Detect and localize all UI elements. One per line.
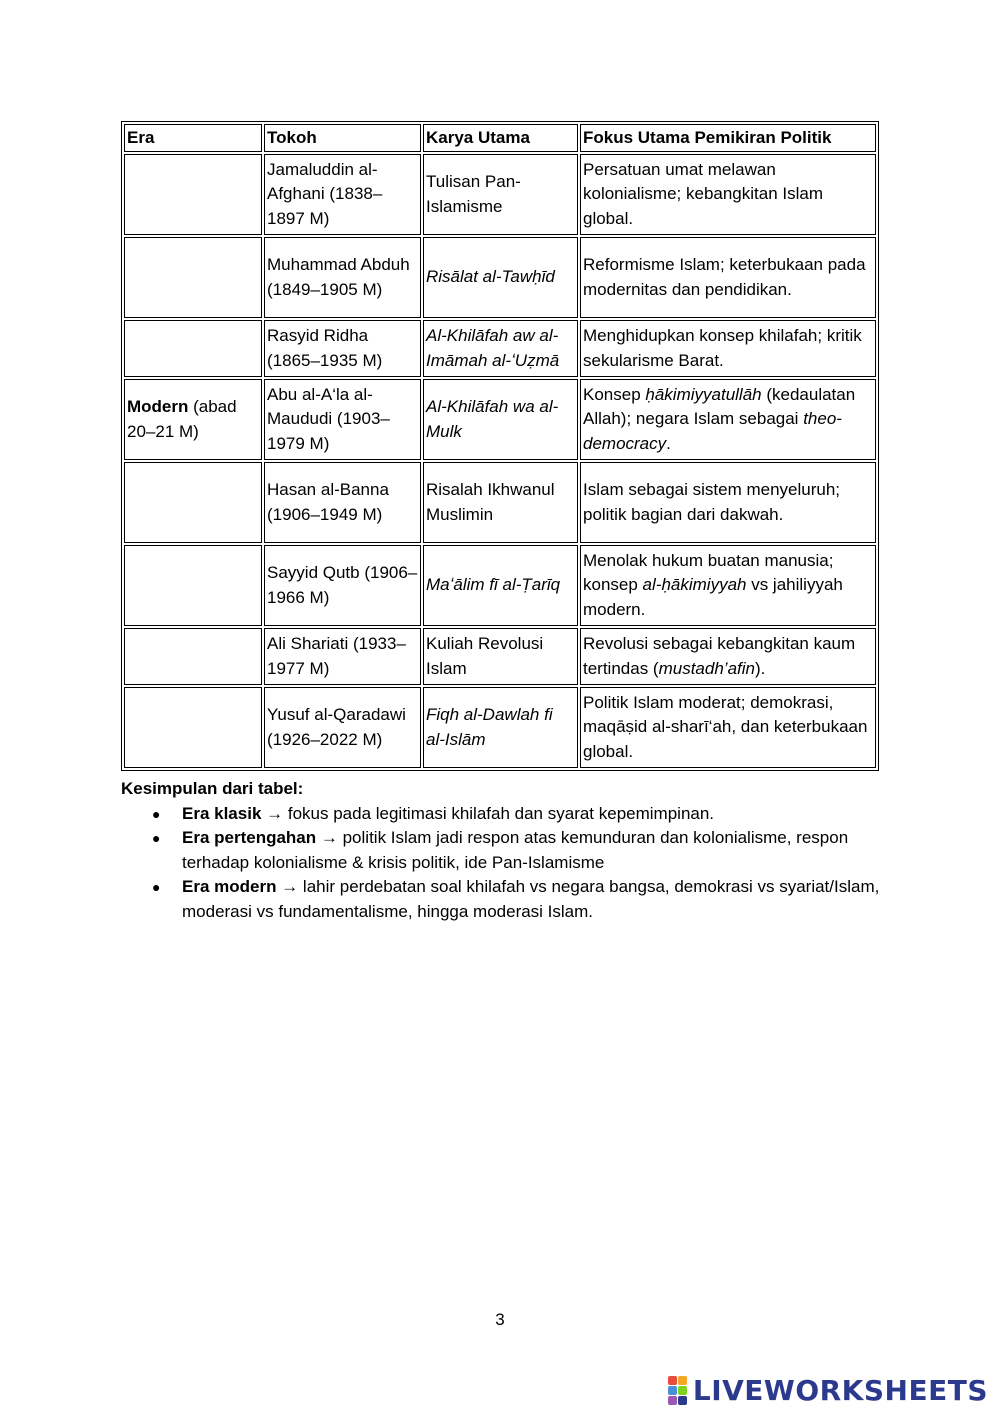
table-row — [124, 545, 876, 626]
fokus-cell — [580, 687, 876, 768]
tokoh-cell: Muhammad Abduh (1849–1905 M) — [264, 237, 421, 318]
tokoh-cell: Jamaluddin al-Afghani (1838–1897 M) — [264, 154, 421, 235]
karya-cell: Fiqh al-Dawlah fi al-Islām — [423, 687, 578, 768]
fokus-cell — [580, 154, 876, 235]
fokus-italic-term: al-ḥākimiyyah — [642, 575, 747, 595]
era-cell — [124, 462, 262, 543]
tokoh-cell: Yusuf al-Qaradawi (1926–2022 M) — [264, 687, 421, 768]
table-row — [124, 379, 876, 460]
list-item-text: → fokus pada legitimasi khilafah dan syarat kepemimpinan. — [261, 803, 715, 823]
tokoh-cell: Sayyid Qutb (1906–1966 M) — [264, 545, 421, 626]
era-cell — [124, 154, 262, 235]
era-cell — [124, 687, 262, 768]
fokus-cell — [580, 237, 876, 318]
fokus-text: Reformisme Islam; keterbukaan pada modernitas dan pendidikan. — [583, 255, 866, 299]
era-label-bold: Modern — [127, 397, 189, 416]
logo-square — [668, 1376, 677, 1385]
fokus-cell — [580, 628, 876, 685]
fokus-text: Revolusi sebagai kebangkitan kaum tertindas ( — [583, 634, 856, 678]
fokus-text: . — [666, 433, 671, 453]
karya-cell: Al-Khilāfah wa al-Mulk — [423, 379, 578, 460]
logo-square — [668, 1386, 677, 1395]
fokus-cell — [580, 462, 876, 543]
header-era: Era — [124, 124, 262, 152]
table-row — [124, 320, 876, 377]
logo-square — [678, 1386, 687, 1395]
list-item-bold: Era klasik — [182, 803, 262, 823]
bullet-icon: ● — [152, 879, 161, 895]
karya-cell: Maʻālim fī al-Ṭarīq — [423, 545, 578, 626]
table-row — [124, 154, 876, 235]
tokoh-cell: Abu al-A‘la al-Maududi (1903–1979 M) — [264, 379, 421, 460]
logo-square — [668, 1396, 677, 1405]
logo-square — [678, 1396, 687, 1405]
conclusion-section — [121, 777, 881, 924]
fokus-cell — [580, 545, 876, 626]
karya-cell: Risalah Ikhwanul Muslimin — [423, 462, 578, 543]
list-item-text: → lahir perdebatan soal khilafah vs negara bangsa, demokrasi vs syariat/Islam, moderasi vs fundamentalisme, hingga moderasi Islam. — [182, 877, 880, 921]
header-karya: Karya Utama — [423, 124, 578, 152]
fokus-italic-term: mustadh’afin — [658, 658, 755, 678]
list-item — [152, 826, 881, 875]
fokus-text: Politik Islam moderat; demokrasi, maqāṣid al-sharī‘ah, dan keterbukaan global. — [583, 692, 868, 761]
fokus-text: Persatuan umat melawan kolonialisme; kebangkitan Islam global. — [583, 159, 824, 228]
fokus-cell — [580, 320, 876, 377]
era-cell — [124, 545, 262, 626]
bullet-icon: ● — [152, 830, 161, 846]
fokus-text: (kedaulatan Allah); negara Islam sebagai — [583, 384, 856, 429]
tokoh-cell: Rasyid Ridha (1865–1935 M) — [264, 320, 421, 377]
list-item — [152, 875, 881, 924]
table-header-row — [124, 124, 876, 152]
bullet-icon: ● — [152, 805, 161, 822]
fokus-cell — [580, 379, 876, 460]
tokoh-cell: Ali Shariati (1933–1977 M) — [264, 628, 421, 685]
conclusion-list — [121, 802, 881, 925]
conclusion-heading: Kesimpulan dari tabel: — [121, 779, 304, 798]
fokus-text: Menghidupkan konsep khilafah; kritik sekularisme Barat. — [583, 326, 862, 370]
list-item-text: → politik Islam jadi respon atas kemunduran dan kolonialisme, respon terhadap kolonialisme & krisis politik, ide Pan-Islamisme — [182, 828, 849, 872]
table-row — [124, 462, 876, 543]
era-cell — [124, 320, 262, 377]
tokoh-cell: Hasan al-Banna (1906–1949 M) — [264, 462, 421, 543]
liveworksheets-logo[interactable] — [668, 1372, 988, 1408]
logo-mark-icon — [668, 1376, 687, 1405]
page-number: 3 — [495, 1310, 505, 1329]
fokus-italic-term: ḥākimiyyatullāh — [645, 384, 762, 404]
logo-square — [678, 1376, 687, 1385]
fokus-text: ). — [754, 658, 766, 678]
list-item — [152, 802, 881, 827]
table-row — [124, 628, 876, 685]
fokus-text: Islam sebagai sistem menyeluruh; politik bagian dari dakwah. — [583, 480, 841, 524]
karya-cell: Tulisan Pan-Islamisme — [423, 154, 578, 235]
header-tokoh: Tokoh — [264, 124, 421, 152]
era-cell — [124, 628, 262, 685]
fokus-text: vs jahiliyyah modern. — [583, 575, 843, 619]
table-row — [124, 237, 876, 318]
karya-cell: Risālat al-Tawḥīd — [423, 237, 578, 318]
karya-cell: Al-Khilāfah aw al-Imāmah al-ʻUẓmā — [423, 320, 578, 377]
fokus-italic-term: theo-democracy — [583, 409, 842, 453]
table-row — [124, 687, 876, 768]
fokus-text: Konsep — [583, 384, 646, 404]
list-item-bold: Era pertengahan — [182, 828, 317, 847]
era-cell — [124, 379, 262, 460]
era-cell — [124, 237, 262, 318]
fokus-text: Menolak hukum buatan manusia; konsep — [583, 550, 834, 595]
thinkers-table — [121, 121, 879, 771]
era-label-rest: (abad 20–21 M) — [127, 397, 237, 441]
list-item-bold: Era modern — [182, 877, 277, 896]
header-fokus: Fokus Utama Pemikiran Politik — [580, 124, 876, 152]
karya-cell: Kuliah Revolusi Islam — [423, 628, 578, 685]
logo-text: LIVEWORKSHEETS — [692, 1373, 988, 1407]
